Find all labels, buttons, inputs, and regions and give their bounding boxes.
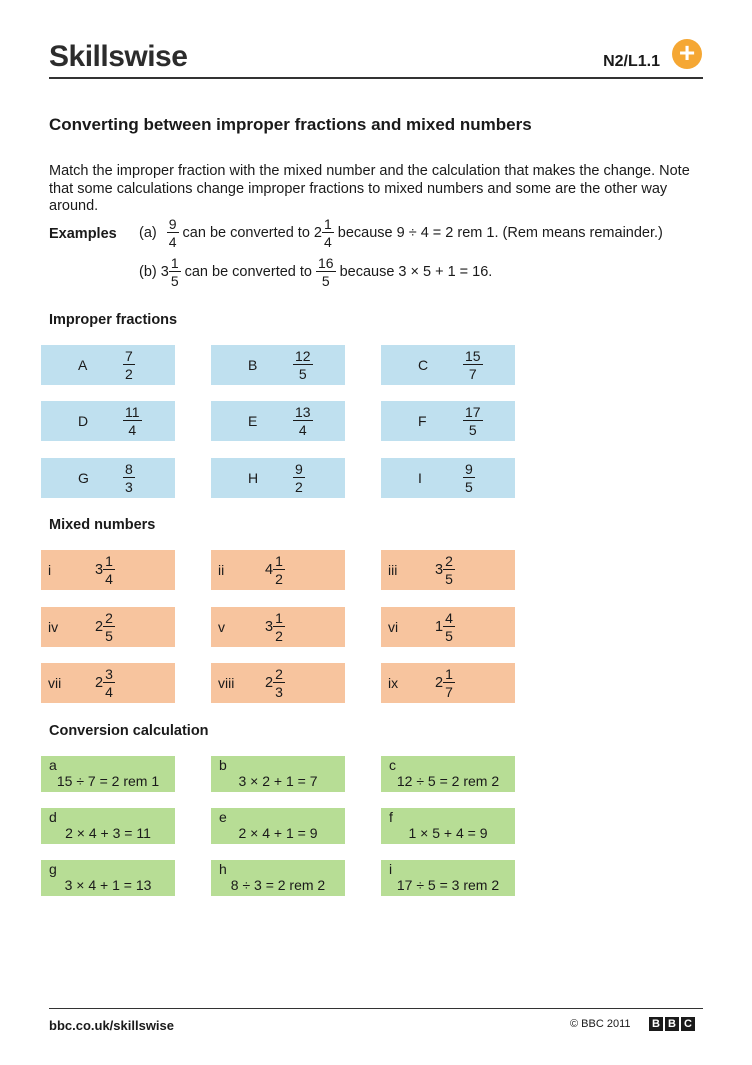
fraction-numerator: 12	[295, 348, 311, 364]
level-code: N2/L1.1	[603, 53, 660, 70]
card-mixed-number	[435, 554, 455, 586]
card-fraction	[463, 349, 483, 381]
card-fraction	[463, 462, 475, 494]
fraction-denominator: 2	[295, 479, 303, 495]
card-label: ii	[218, 562, 225, 578]
fraction-denominator: 5	[445, 628, 453, 644]
mixed-whole: 3	[435, 562, 444, 578]
card-mixed-number	[265, 554, 285, 586]
mixed-card[interactable]	[41, 607, 175, 647]
fraction-numerator: 9	[168, 216, 177, 232]
fraction-numerator: 13	[295, 404, 311, 420]
conversion-card[interactable]	[41, 808, 175, 844]
fraction-numerator: 1	[105, 553, 113, 569]
card-label: D	[78, 413, 89, 429]
card-label: i	[389, 861, 393, 877]
mixed-card[interactable]	[41, 550, 175, 590]
conversion-card[interactable]	[381, 756, 515, 792]
mixed-whole: 3	[95, 562, 104, 578]
fraction-numerator: 2	[275, 666, 283, 682]
improper-card[interactable]	[41, 345, 175, 385]
card-calculation: 2 × 4 + 3 = 11	[65, 825, 151, 841]
improper-card[interactable]	[381, 345, 515, 385]
footer-divider	[49, 1008, 703, 1009]
card-calculation: 1 × 5 + 4 = 9	[408, 825, 488, 841]
mixed-heading: Mixed numbers	[49, 517, 156, 533]
fraction-numerator: 1	[170, 255, 179, 271]
fraction-numerator: 17	[465, 404, 481, 420]
mixed-card[interactable]	[211, 607, 345, 647]
card-mixed-number	[265, 667, 285, 699]
fraction-denominator: 4	[323, 234, 332, 250]
bbc-logo-letter: B	[649, 1017, 663, 1031]
card-calculation: 12 ÷ 5 = 2 rem 2	[396, 773, 500, 789]
conversion-card[interactable]	[381, 860, 515, 896]
card-label: ix	[388, 675, 399, 691]
example-b-tag: (b)	[139, 264, 157, 280]
card-label: v	[218, 619, 225, 635]
fraction-denominator: 3	[125, 479, 133, 495]
card-label: vi	[388, 619, 399, 635]
fraction-numerator: 1	[275, 553, 283, 569]
card-label: G	[78, 470, 89, 486]
card-label: viii	[218, 675, 235, 691]
plus-icon: +	[672, 39, 702, 69]
fraction-numerator: 3	[105, 666, 113, 682]
fraction-denominator: 7	[468, 366, 477, 382]
fraction-denominator: 5	[170, 273, 179, 289]
conversion-card[interactable]	[41, 860, 175, 896]
card-fraction	[123, 462, 135, 494]
skillswise-logo: Skillswise	[49, 40, 188, 73]
fraction-numerator: 4	[445, 610, 453, 626]
fraction-numerator: 2	[445, 553, 453, 569]
mixed-card[interactable]	[211, 550, 345, 590]
card-label: i	[48, 562, 52, 578]
mixed-whole: 2	[95, 675, 104, 691]
bbc-logo-letter: B	[665, 1017, 679, 1031]
mixed-whole: 2	[435, 675, 444, 691]
fraction-numerator: 15	[465, 348, 481, 364]
example-b-mixed-fraction	[169, 256, 181, 288]
card-fraction	[123, 405, 142, 437]
fraction-denominator: 4	[168, 234, 177, 250]
improper-card[interactable]	[211, 401, 345, 441]
card-label: iii	[388, 562, 398, 578]
mixed-whole: 1	[435, 619, 444, 635]
example-b-end: because 3 × 5 + 1 = 16.	[339, 264, 493, 280]
conversion-heading: Conversion calculation	[49, 723, 209, 739]
card-fraction	[293, 349, 313, 381]
card-calculation: 8 ÷ 3 = 2 rem 2	[230, 877, 326, 893]
card-label: vii	[48, 675, 62, 691]
fraction-denominator: 5	[321, 273, 330, 289]
conversion-card[interactable]	[41, 756, 175, 792]
example-b-whole: 3	[160, 264, 169, 280]
mixed-card[interactable]	[381, 550, 515, 590]
card-label: a	[49, 757, 57, 773]
card-mixed-number	[95, 611, 115, 643]
card-label: c	[389, 757, 396, 773]
card-calculation: 15 ÷ 7 = 2 rem 1	[56, 773, 160, 789]
example-b	[139, 256, 496, 288]
fraction-numerator: 1	[323, 216, 332, 232]
fraction-numerator: 7	[125, 348, 133, 364]
improper-card[interactable]	[381, 458, 515, 498]
fraction-denominator: 4	[105, 571, 113, 587]
footer-url[interactable]: bbc.co.uk/skillswise	[49, 1018, 174, 1033]
example-a-fraction	[167, 217, 179, 249]
fraction-numerator: 8	[125, 461, 133, 477]
card-fraction	[293, 462, 305, 494]
card-label: g	[49, 861, 57, 877]
fraction-denominator: 2	[275, 628, 283, 644]
card-fraction	[463, 405, 483, 437]
page-title: Converting between improper fractions and mixed numbers	[49, 115, 532, 134]
fraction-numerator: 9	[295, 461, 303, 477]
card-label: b	[219, 757, 227, 773]
fraction-denominator: 4	[105, 684, 113, 700]
fraction-denominator: 5	[468, 422, 477, 438]
fraction-denominator: 4	[298, 422, 307, 438]
mixed-whole: 2	[95, 619, 104, 635]
fraction-denominator: 4	[128, 422, 137, 438]
fraction-denominator: 5	[465, 479, 473, 495]
card-calculation: 2 × 4 + 1 = 9	[238, 825, 318, 841]
card-label: h	[219, 861, 227, 877]
example-a-end: because 9 ÷ 4 = 2 rem 1. (Rem means remainder.)	[337, 225, 663, 241]
example-b-mid: can be converted to	[184, 264, 312, 280]
example-b-fraction	[316, 256, 336, 288]
fraction-denominator: 2	[125, 366, 133, 382]
card-calculation: 17 ÷ 5 = 3 rem 2	[396, 877, 500, 893]
examples-label: Examples	[49, 226, 117, 242]
improper-card[interactable]	[41, 401, 175, 441]
mixed-whole: 2	[265, 675, 274, 691]
conversion-card[interactable]	[211, 808, 345, 844]
card-fraction	[293, 405, 313, 437]
card-mixed-number	[435, 611, 455, 643]
fraction-denominator: 2	[275, 571, 283, 587]
mixed-whole: 3	[265, 619, 274, 635]
card-label: f	[389, 809, 393, 825]
mixed-card[interactable]	[211, 663, 345, 703]
example-a-mid: can be converted to	[182, 225, 310, 241]
card-label: e	[219, 809, 227, 825]
card-calculation: 3 × 2 + 1 = 7	[238, 773, 318, 789]
conversion-card[interactable]	[211, 756, 345, 792]
card-label: E	[248, 413, 258, 429]
bbc-logo	[649, 1017, 695, 1031]
card-mixed-number	[435, 667, 455, 699]
card-label: I	[418, 470, 422, 486]
fraction-denominator: 5	[298, 366, 307, 382]
header-divider	[49, 77, 703, 79]
improper-card[interactable]	[211, 345, 345, 385]
card-label: d	[49, 809, 57, 825]
fraction-denominator: 5	[105, 628, 113, 644]
fraction-numerator: 9	[465, 461, 473, 477]
mixed-card[interactable]	[381, 663, 515, 703]
card-label: B	[248, 357, 258, 373]
fraction-numerator: 1	[275, 610, 283, 626]
card-label: F	[418, 413, 427, 429]
card-mixed-number	[95, 667, 115, 699]
fraction-numerator: 2	[105, 610, 113, 626]
card-label: C	[418, 357, 429, 373]
intro-text: Match the improper fraction with the mixed number and the calculation that makes the change. Note that some calculations change improper fractions to mixed numbers and some are the other way around.	[49, 163, 690, 214]
mixed-card[interactable]	[41, 663, 175, 703]
example-a-whole: 2	[313, 225, 322, 241]
card-label: iv	[48, 619, 59, 635]
example-a-tag: (a)	[139, 225, 157, 241]
conversion-card[interactable]	[211, 860, 345, 896]
example-a-mixed-fraction	[322, 217, 334, 249]
fraction-denominator: 5	[445, 571, 453, 587]
fraction-denominator: 3	[275, 684, 283, 700]
improper-card[interactable]	[381, 401, 515, 441]
mixed-whole: 4	[265, 562, 274, 578]
improper-card[interactable]	[41, 458, 175, 498]
card-label: A	[78, 357, 88, 373]
fraction-numerator: 1	[445, 666, 453, 682]
improper-heading: Improper fractions	[49, 312, 178, 328]
card-mixed-number	[95, 554, 115, 586]
card-mixed-number	[265, 611, 285, 643]
example-a	[139, 217, 667, 249]
card-label: H	[248, 470, 259, 486]
fraction-numerator: 11	[125, 404, 140, 420]
mixed-card[interactable]	[381, 607, 515, 647]
fraction-denominator: 7	[445, 684, 453, 700]
improper-card[interactable]	[211, 458, 345, 498]
footer-copyright: © BBC 2011	[570, 1018, 631, 1030]
fraction-numerator: 16	[317, 255, 334, 271]
conversion-card[interactable]	[381, 808, 515, 844]
card-fraction	[123, 349, 135, 381]
card-calculation: 3 × 4 + 1 = 13	[64, 877, 152, 893]
bbc-logo-letter: C	[681, 1017, 695, 1031]
